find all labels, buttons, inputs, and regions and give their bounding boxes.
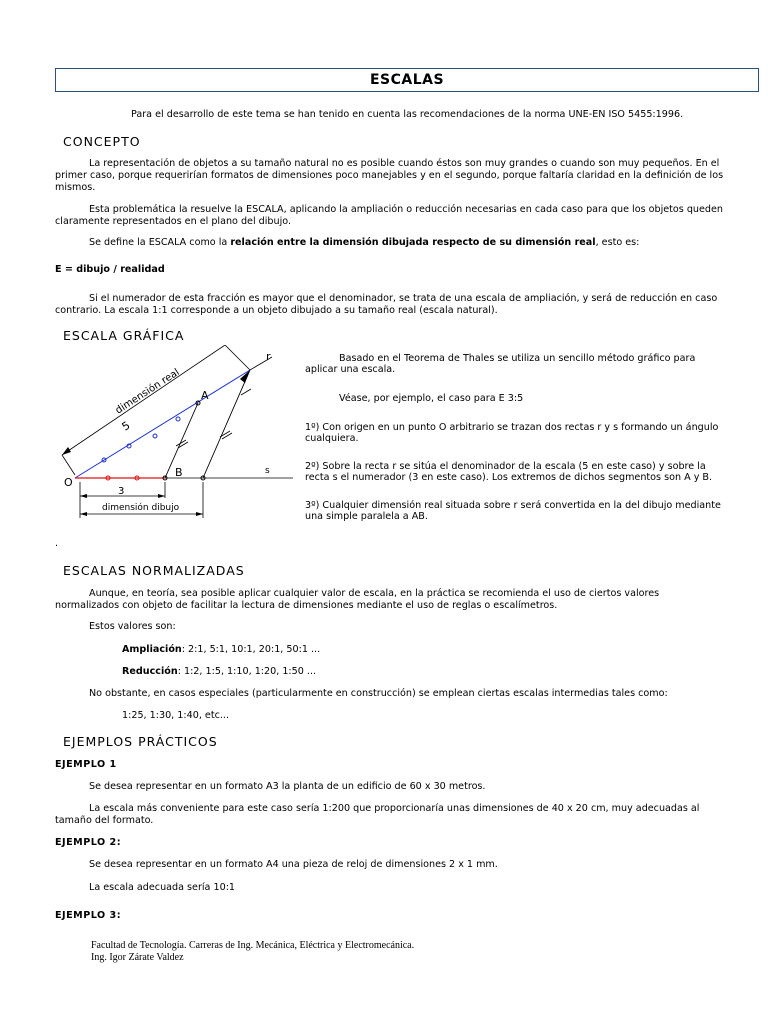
ampliacion-values: : 2:1, 5:1, 10:1, 20:1, 50:1 ... [181, 644, 321, 655]
ejemplo1-title: EJEMPLO 1 [55, 759, 117, 770]
grafica-step1-line1: 1º) Con origen en un punto O arbitrario se trazan dos rectas r y s formando un ángulo [305, 422, 719, 433]
label-dimension-dibujo: dimensión dibujo [102, 503, 180, 513]
normalizadas-p1-line2: normalizados con objeto de facilitar la lectura de dimensiones mediante el uso de reglas o escalímetros. [55, 600, 558, 611]
ampliacion-label: Ampliación [122, 644, 182, 655]
escala-definition [89, 237, 639, 249]
concepto-p2-line1: Esta problemática la resuelve la ESCALA, aplicando la ampliación o reducción necesarias en cada caso para que los objetos queden [89, 204, 723, 215]
formula: E = dibujo / realidad [55, 264, 165, 275]
ejemplo2-title: EJEMPLO 2: [55, 837, 122, 848]
ejemplo3-title: EJEMPLO 3: [55, 910, 122, 921]
concepto-heading: CONCEPTO [63, 134, 141, 149]
ampliacion-line [122, 644, 320, 656]
reduccion-line [122, 666, 316, 678]
label-a: A [201, 389, 209, 402]
definition-bold: relación entre la dimensión dibujada respecto de su dimensión real [230, 237, 596, 248]
concepto-p4-line2: contrario. La escala 1:1 corresponde a un objeto dibujado a su tamaño real (escala natural). [55, 305, 498, 316]
ejemplos-heading: EJEMPLOS PRÁCTICOS [63, 734, 218, 749]
normalizadas-p4: 1:25, 1:30, 1:40, etc... [122, 710, 230, 721]
label-3: 3 [118, 486, 125, 497]
footer-faculty: Facultad de Tecnología. Carreras de Ing. Mecánica, Eléctrica y Electromecánica. [91, 940, 415, 951]
grafica-step3-line2: una simple paralela a AB. [305, 511, 428, 522]
concepto-p1-line1: La representación de objetos a su tamaño natural no es posible cuando éstos son muy grandes o cuando son muy pequeños. En el [89, 158, 720, 169]
arrow-icon [62, 447, 71, 455]
reduccion-label: Reducción [122, 666, 178, 677]
division-point [176, 417, 180, 421]
grafica-text2: Véase, por ejemplo, el caso para E 3:5 [339, 393, 524, 404]
definition-text: Se define la ESCALA como la [89, 237, 231, 248]
concepto-p2-line2: claramente representados en el plano del dibujo. [55, 216, 292, 227]
label-b: B [175, 466, 183, 479]
concepto-p4-line1: Si el numerador de esta fracción es mayor que el denominador, se trata de una escala de ampliación, y será de reducción en caso [89, 293, 718, 304]
footer-author: Ing. Igor Zárate Valdez [91, 952, 184, 963]
thales-diagram [55, 345, 305, 525]
concepto-p1-line3: mismos. [55, 182, 96, 193]
ejemplo2-p2: La escala adecuada sería 10:1 [89, 882, 236, 893]
escala-grafica-heading: ESCALA GRÁFICA [63, 328, 185, 343]
reduccion-values: : 1:2, 1:5, 1:10, 1:20, 1:50 ... [177, 666, 317, 677]
grafica-text1-line1: Basado en el Teorema de Thales se utiliza un sencillo método gráfico para [339, 353, 696, 364]
normalizadas-heading: ESCALAS NORMALIZADAS [63, 563, 245, 578]
label-5: 5 [119, 418, 133, 434]
normalizadas-p1-line1: Aunque, en teoría, sea posible aplicar cualquier valor de escala, en la práctica se recomienda el uso de ciertos valores [89, 588, 660, 599]
grafica-step2-line1: 2º) Sobre la recta r se sitúa el denominador de la escala (5 en este caso) y sobre la [305, 461, 706, 472]
division-point [153, 434, 157, 438]
ejemplo1-p1: Se desea representar en un formato A3 la planta de un edificio de 60 x 30 metros. [89, 781, 486, 792]
label-dimension-real: dimensión real [113, 367, 182, 417]
label-r: r [266, 350, 271, 363]
label-s: s [265, 466, 270, 476]
extension-line [225, 345, 250, 370]
grafica-step1-line2: cualquiera. [305, 433, 359, 444]
parallel-line [203, 370, 250, 478]
stray-dot: . [55, 538, 59, 549]
normalizadas-p2: Estos valores son: [89, 621, 176, 632]
page-title: ESCALAS [55, 68, 759, 92]
concepto-p1-line2: primer caso, porque requerirían formatos de dimensiones poco manejables y en el segundo, porque faltaría claridad en la definición de los [55, 170, 724, 181]
grafica-step2-line2: recta s el numerador (3 en este caso). Los extremos de dichos segmentos son A y B. [305, 472, 713, 483]
arrow-icon [240, 370, 250, 383]
label-o: O [64, 476, 73, 489]
ejemplo1-p2-line1: La escala más conveniente para este caso sería 1:200 que proporcionaría unas dimensiones de 40 x 20 cm, muy adecuadas al [89, 803, 700, 814]
definition-tail: , esto es: [595, 237, 640, 248]
normalizadas-p3: No obstante, en casos especiales (particularmente en construcción) se emplean ciertas escalas intermedias tales como: [89, 688, 668, 699]
extension-line [62, 455, 75, 475]
intro-paragraph: Para el desarrollo de este tema se han tenido en cuenta las recomendaciones de la norma UNE-EN ISO 5455:1996. [131, 109, 684, 120]
grafica-text1-line2: aplicar una escala. [305, 364, 396, 375]
ejemplo2-p1: Se desea representar en un formato A4 una pieza de reloj de dimensiones 2 x 1 mm. [89, 859, 498, 870]
grafica-step3-line1: 3º) Cualquier dimensión real situada sobre r será convertida en la del dibujo mediante [305, 500, 721, 511]
ejemplo1-p2-line2: tamaño del formato. [55, 815, 154, 826]
